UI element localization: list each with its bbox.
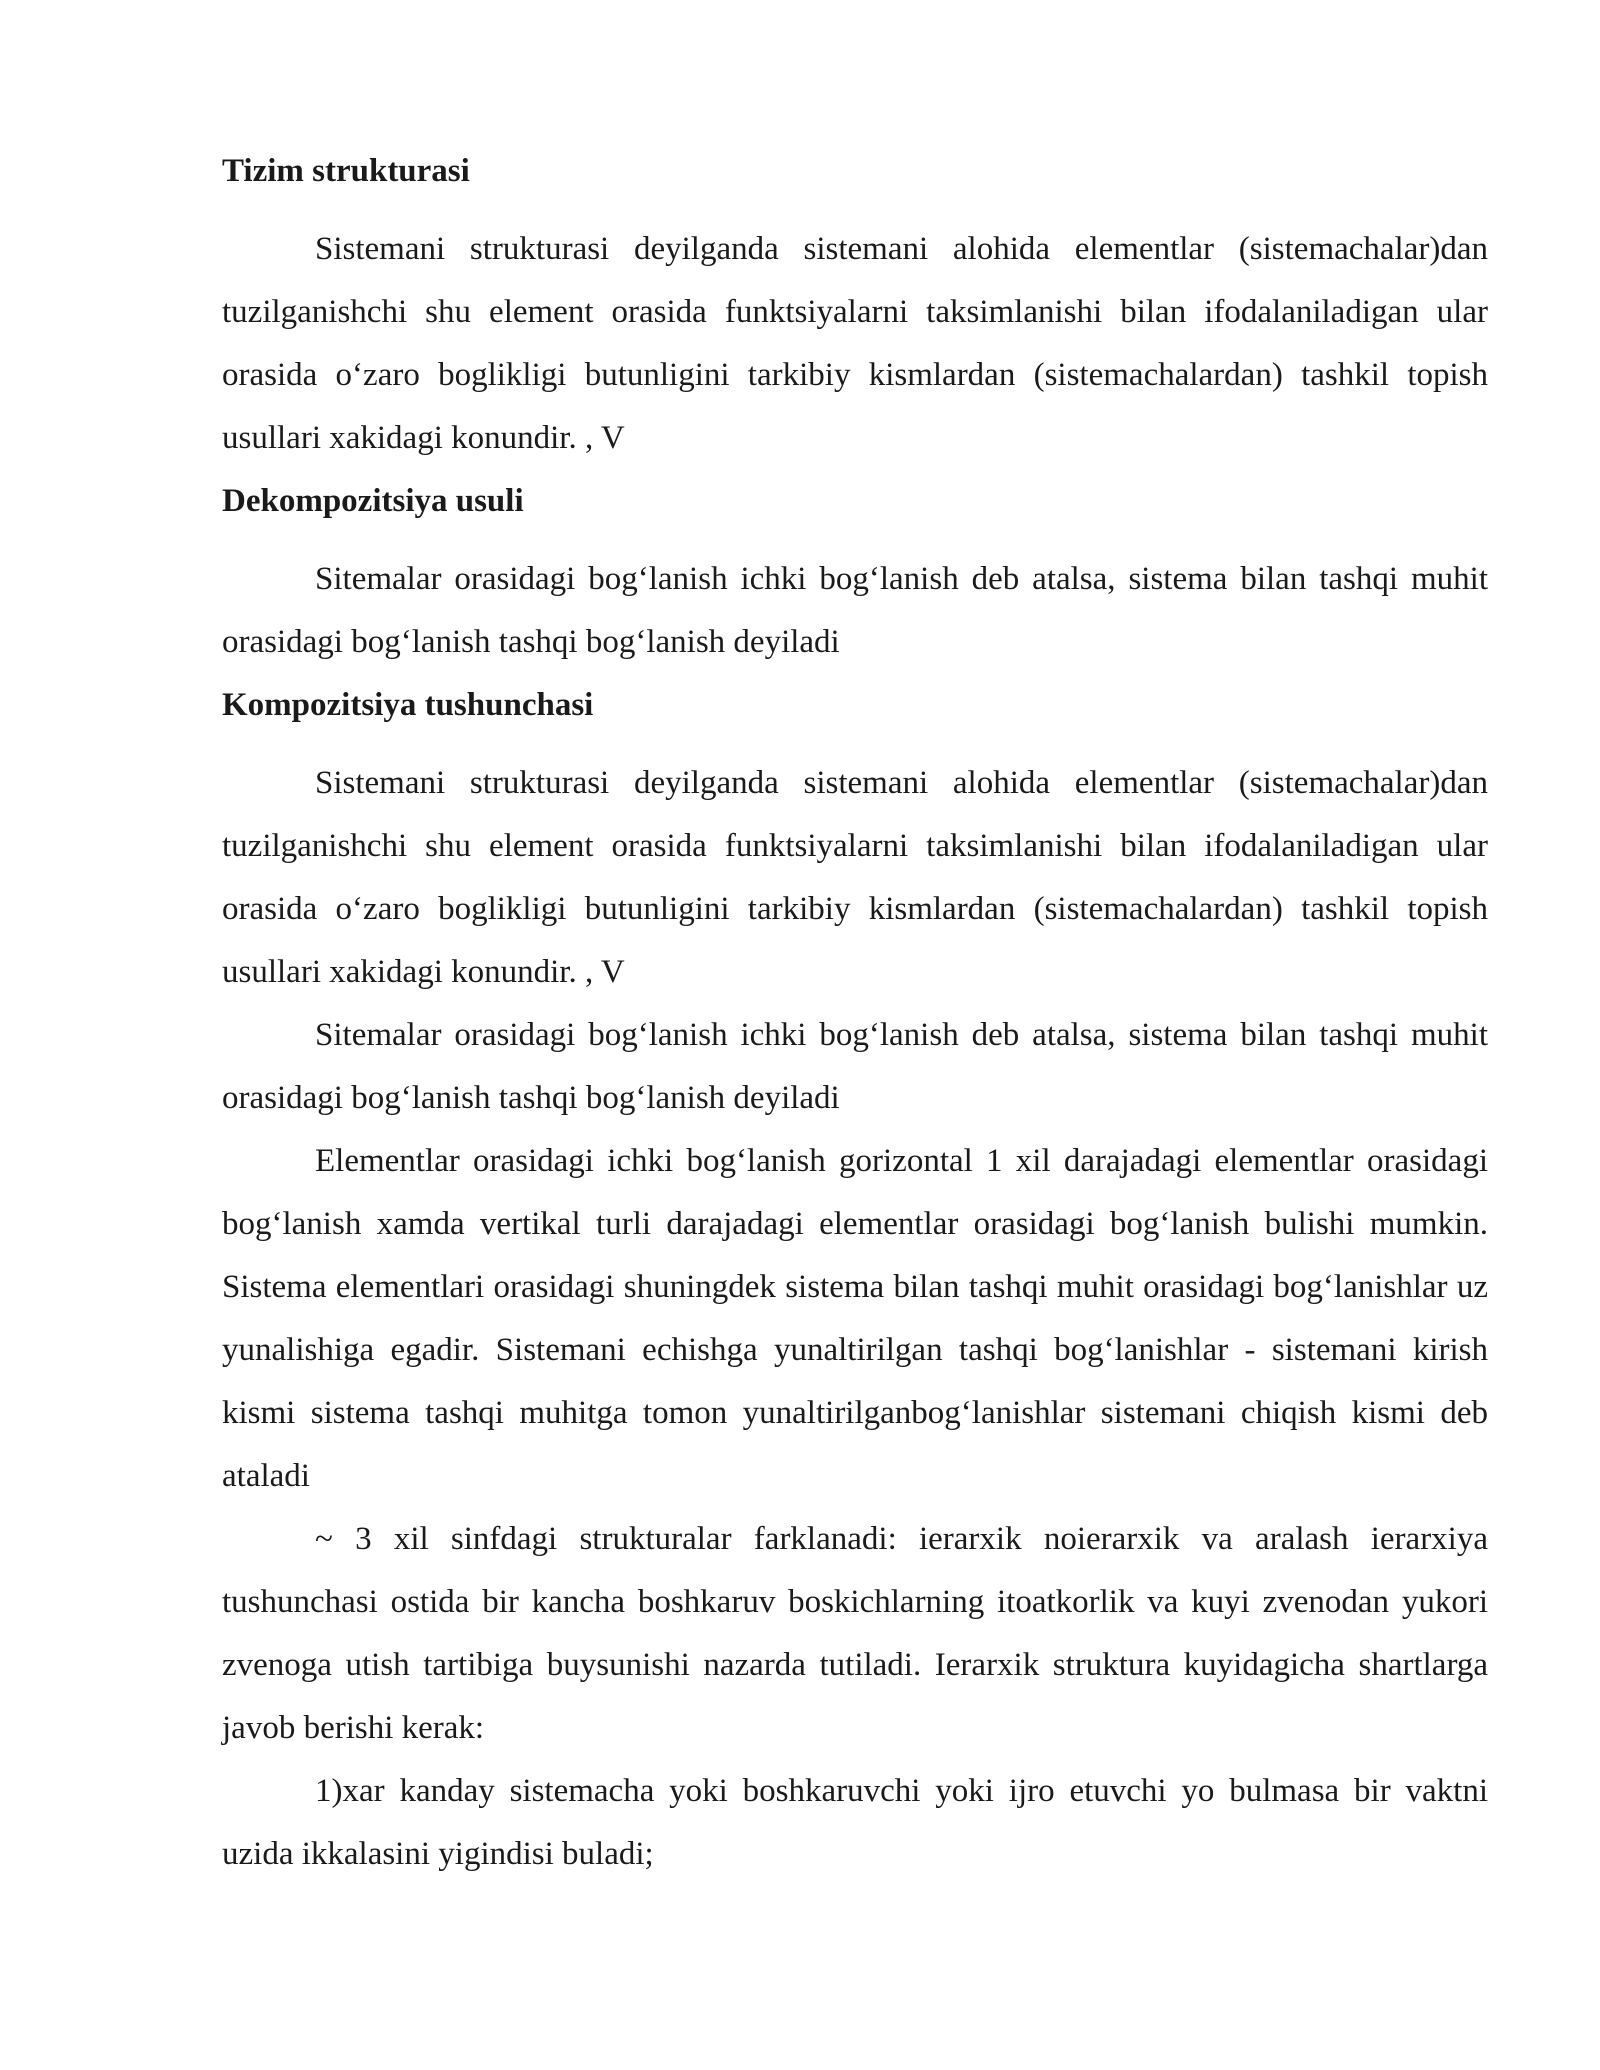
heading-kompozitsiya-tushunchasi: Kompozitsiya tushunchasi [222,687,594,723]
paragraph-internal-external-links-repeat: Sitemalar orasidagi bog‘lanish ichki bog‘lanish deb atalsa, sistema bilan tashqi muhit orasidagi bog‘lanish tashqi bog‘lanish deyiladi [222,1017,1488,1116]
paragraph-horizontal-vertical-links: Elementlar orasidagi ichki bog‘lanish gorizontal 1 xil darajadagi elementlar orasidagi bog‘lanish xamda vertikal turli darajadagi elementlar orasidagi bog‘lanish bulishi mumkin. Sistema elementlari orasidagi shuningdek sistema bilan tashqi muhit orasidagi bog‘lanishlar uz yunalishiga egadir. Sistemani echishga yunaltirilgan tashqi bog‘lanishlar - sistemani kirish kismi sistema tashqi muhitga tomon yunaltirilganbog‘lanishlar sistemani chiqish kismi deb ataladi [222,1143,1488,1494]
paragraph-structure-definition-repeat: Sistemani strukturasi deyilganda sistemani alohida elementlar (sistemachalar)dan tuzilganishchi shu element orasida funktsiyalarni taksimlanishi bilan ifodalaniladigan ular orasida o‘zaro boglikligi butunligini tarkibiy kismlardan (sistemachalardan) tashkil topish usullari xakidagi konundir. , V [222,765,1488,990]
paragraph-condition-1: 1)xar kanday sistemacha yoki boshkaruvchi yoki ijro etuvchi yo bulmasa bir vaktni uzida ikkalasini yigindisi buladi; [222,1773,1488,1872]
heading-tizim-strukturasi: Tizim strukturasi [222,153,470,189]
heading-dekompozitsiya-usuli: Dekompozitsiya usuli [222,483,524,519]
paragraph-structure-definition: Sistemani strukturasi deyilganda sistemani alohida elementlar (sistemachalar)dan tuzilganishchi shu element orasida funktsiyalarni taksimlanishi bilan ifodalaniladigan ular orasida o‘zaro boglikligi butunligini tarkibiy kismlardan (sistemachalardan) tashkil topish usullari xakidagi konundir. , V [222,231,1488,456]
document-page [222,140,1488,1886]
paragraph-structure-classes: ~ 3 xil sinfdagi strukturalar farklanadi: ierarxik noierarxik va aralash ierarxiya tushunchasi ostida bir kancha boshkaruv boskichlarning itoatkorlik va kuyi zvenodan yukori zvenoga utish tartibiga buysunishi nazarda tutiladi. Ierarxik struktura kuyidagicha shartlarga javob berishi kerak: [222,1521,1488,1746]
paragraph-internal-external-links: Sitemalar orasidagi bog‘lanish ichki bog‘lanish deb atalsa, sistema bilan tashqi muhit orasidagi bog‘lanish tashqi bog‘lanish deyiladi [222,561,1488,660]
